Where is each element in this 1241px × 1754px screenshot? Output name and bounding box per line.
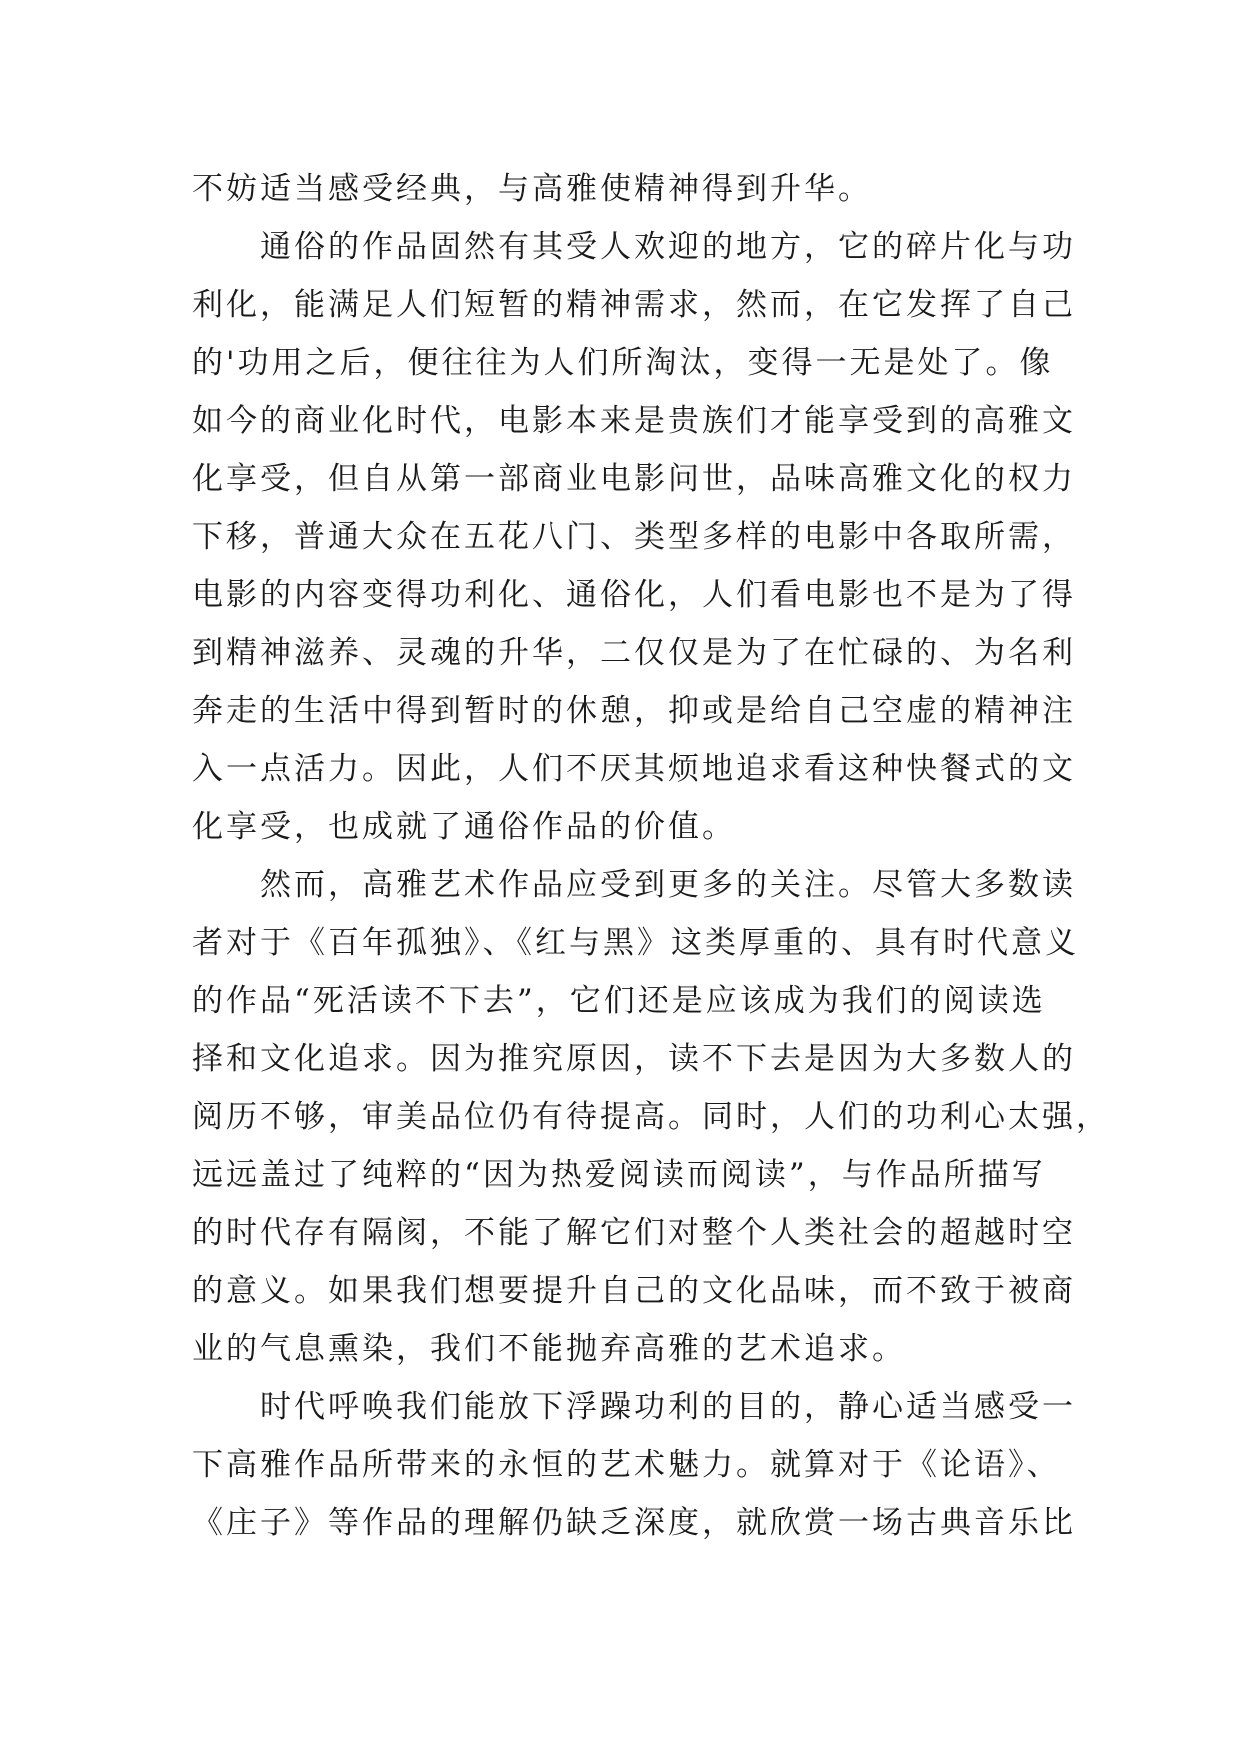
text-line: 利化，能满足人们短暂的精神需求，然而，在它发挥了自己 (192, 287, 1076, 323)
text-line: 入一点活力。因此，人们不厌其烦地追求看这种快餐式的文 (192, 751, 1076, 787)
text-line: 远远盖过了纯粹的“因为热爱阅读而阅读”，与作品所描写 (192, 1157, 1046, 1193)
text-line: 化享受，但自从第一部商业电影问世，品味高雅文化的权力 (192, 461, 1076, 497)
text-line: 阅历不够，审美品位仍有待提高。同时，人们的功利心太强， (192, 1099, 1110, 1135)
text-line: 者对于《百年孤独》、《红与黑》这类厚重的、具有时代意义 (192, 925, 1079, 961)
text-line: 到精神滋养、灵魂的升华，二仅仅是为了在忙碌的、为名利 (192, 635, 1076, 671)
text-line: 的作品“死活读不下去”，它们还是应该成为我们的阅读选 (192, 983, 1046, 1019)
text-line: 的'功用之后，便往往为人们所淘汰，变得一无是处了。像 (192, 345, 1054, 381)
text-line: 如今的商业化时代，电影本来是贵族们才能享受到的高雅文 (192, 403, 1076, 439)
text-line: 电影的内容变得功利化、通俗化，人们看电影也不是为了得 (192, 577, 1076, 613)
paragraph-first-line: 然而，高雅艺术作品应受到更多的关注。尽管大多数读 (260, 867, 1076, 903)
text-line: 《庄子》等作品的理解仍缺乏深度，就欣赏一场古典音乐比 (192, 1505, 1076, 1541)
text-line: 下高雅作品所带来的永恒的艺术魅力。就算对于《论语》、 (192, 1447, 1061, 1483)
text-line: 的意义。如果我们想要提升自己的文化品味，而不致于被商 (192, 1273, 1076, 1309)
text-line: 择和文化追求。因为推究原因，读不下去是因为大多数人的 (192, 1041, 1076, 1077)
text-line: 不妨适当感受经典，与高雅使精神得到升华。 (192, 171, 872, 207)
text-line: 业的气息熏染，我们不能抛弃高雅的艺术追求。 (192, 1331, 906, 1367)
paragraph-first-line: 时代呼唤我们能放下浮躁功利的目的，静心适当感受一 (260, 1389, 1076, 1425)
text-line: 奔走的生活中得到暂时的休憩，抑或是给自己空虚的精神注 (192, 693, 1076, 729)
text-line: 化享受，也成就了通俗作品的价值。 (192, 809, 736, 845)
text-line: 的时代存有隔阂，不能了解它们对整个人类社会的超越时空 (192, 1215, 1076, 1251)
paragraph-first-line: 通俗的作品固然有其受人欢迎的地方，它的碎片化与功 (260, 229, 1076, 265)
essay-body (192, 160, 1110, 1552)
text-line: 下移，普通大众在五花八门、类型多样的电影中各取所需， (192, 519, 1076, 555)
